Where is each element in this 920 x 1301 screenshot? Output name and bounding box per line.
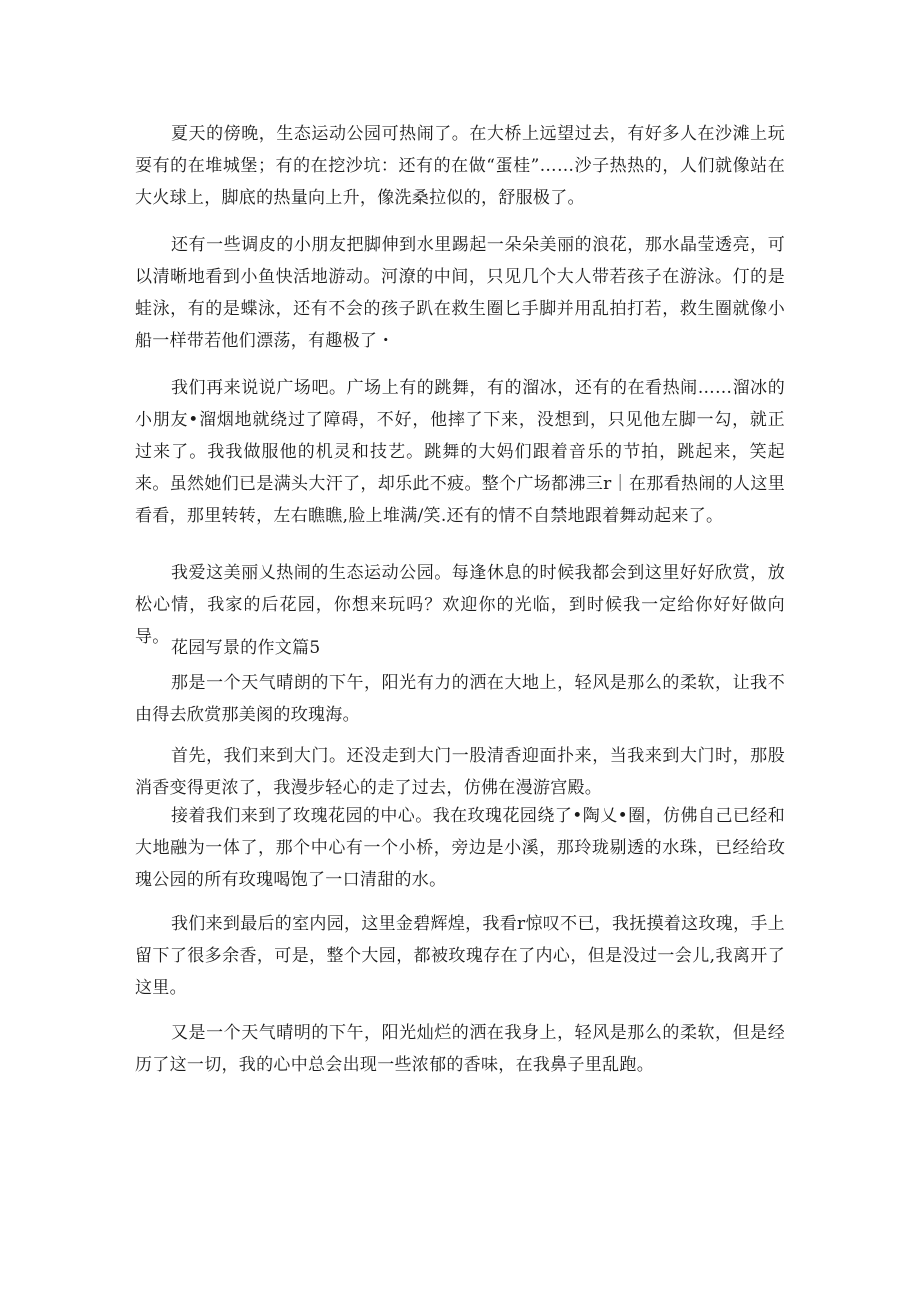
- paragraph-love-park: 我爱这美丽乂热闹的生态运动公园。每逢休息的时候我都会到这里好好欣赏，放松心情，我家的后花园，你想来玩吗？欢迎你的光临，到时候我一定给你好好做向导。: [135, 563, 785, 647]
- paragraph-indoor-garden: 我们来到最后的室内园，这里金碧辉煌，我看r惊叹不已，我抚摸着这玫瑰，手上留下了很多余香，可是，整个大园，都被玫瑰存在了内心，但是没过一会儿,我离开了这里。: [135, 914, 785, 998]
- paragraph-evening-park: 夏天的傍晚，生态运动公园可热闹了。在大桥上远望过去，有好多人在沙滩上玩耍有的在堆城堡；有的在挖沙坑：还有的在做“蛋桂”……沙子热热的，人们就像站在大火球上，脚底的热量向上升，像洗桑拉似的，舒服极了。: [135, 124, 785, 208]
- paragraph-children-water: 还有一些调皮的小朋友把脚伸到水里踢起一朵朵美丽的浪花，那水晶莹透亮，可以清晰地看到小鱼快活地游动。河潦的中间，只见几个大人带若孩子在游泳。仃的是蛙泳，有的是蝶泳，还有不会的孩子趴在救生圈匕手脚并用乱拍打若，救生圈就像小船一样带若他们漂荡，有趣极了・: [135, 235, 785, 351]
- paragraph-garden-center: 接着我们来到了玫瑰花园的中心。我在玫瑰花园绕了•陶乂•圈，仿佛自己已经和大地融为一体了，那个中心有一个小桥，旁边是小溪，那玲珑剔透的水珠，已经给玫瑰公园的所有玫瑰喝饱了一口清甜的水。: [135, 806, 785, 890]
- paragraph-square: 我们再来说说广场吧。广场上有的跳舞，有的溜冰，还有的在看热闹……溜冰的小朋友•溜烟地就绕过了障碍，不好，他摔了下来，没想到，只见他左脚一勾，就正过来了。我我做服他的机灵和技艺。跳舞的大妈们跟着音乐的节拍，跳起来，笑起来。虽然她们已是满头大汗了，却乐此不疲。整个广场都沸三r｜在那看热闹的人这里看看，那里转转，左右瞧瞧,脸上堆满/笑.还有的情不自禁地跟着舞动起来了。: [135, 378, 785, 526]
- section-heading: 花园写景的作文篇5: [171, 638, 321, 658]
- paragraph-sunny-afternoon: 那是一个天气晴朗的下午，阳光有力的洒在大地上，轻风是那么的柔软，让我不由得去欣赏那美阂的玫瑰海。: [135, 673, 785, 725]
- paragraph-gate: 首先，我们来到大门。还没走到大门一股清香迎面扑来，当我来到大门时，那股消香变得更浓了，我漫步轻心的走了过去，仿佛在漫游宫殿。: [135, 746, 785, 798]
- paragraph-ending: 又是一个天气晴明的下午，阳光灿烂的洒在我身上，轻风是那么的柔软，但是经历了这一切，我的心中总会出现一些浓郁的香味，在我鼻子里乱跑。: [135, 1023, 785, 1075]
